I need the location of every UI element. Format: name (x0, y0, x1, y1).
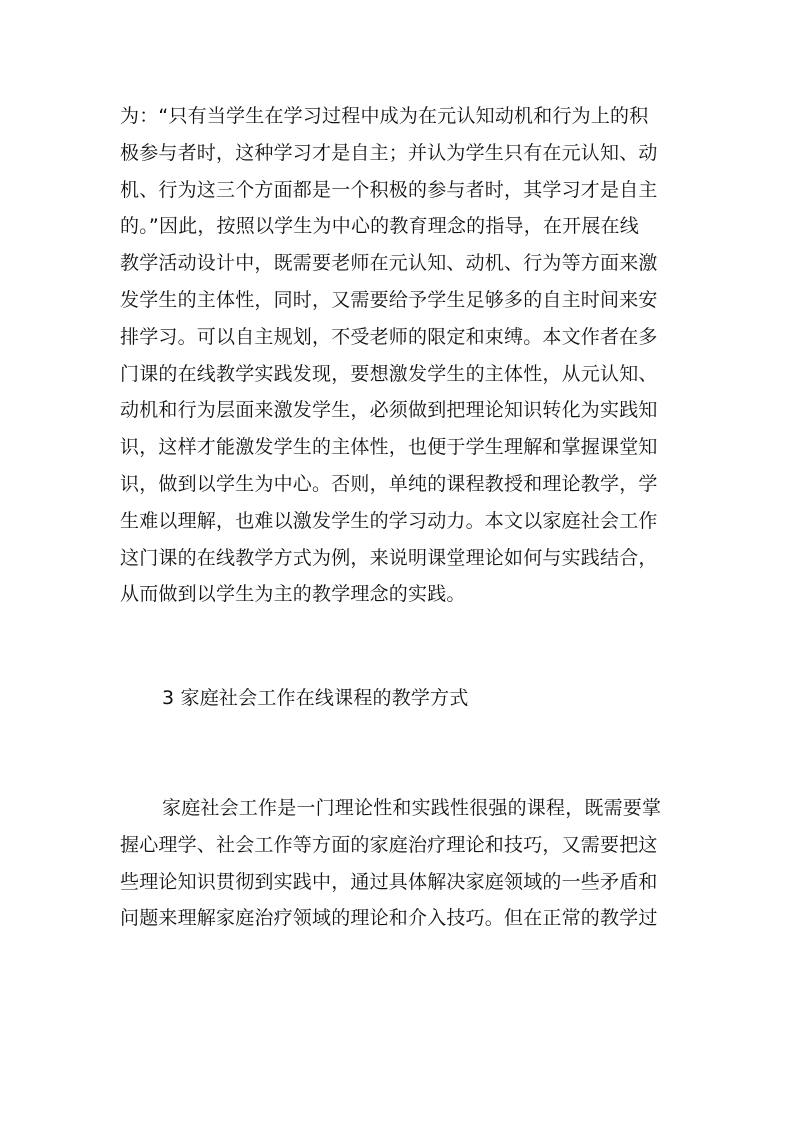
document-body (120, 98, 680, 937)
text-line: 些理论知识贯彻到实践中，通过具体解决家庭领域的一些矛盾和 (120, 870, 658, 893)
text-line: 从而做到以学生为主的教学理念的实践。 (120, 583, 466, 606)
paragraph-1 (120, 98, 680, 613)
text-line: 教学活动设计中，既需要老师在元认知、动机、行为等方面来激 (120, 252, 658, 275)
text-line: 识，做到以学生为中心。否则，单纯的课程教授和理论教学，学 (120, 472, 658, 495)
text-line: 门课的在线教学实践发现，要想激发学生的主体性，从元认知、 (120, 362, 658, 385)
text-line: 极参与者时，这种学习才是自主；并认为学生只有在元认知、动 (120, 141, 658, 164)
paragraph-spacer (120, 613, 680, 680)
text-line: 问题来理解家庭治疗领域的理论和介入技巧。但在正常的教学过 (120, 907, 658, 930)
text-line: 发学生的主体性，同时，又需要给予学生足够多的自主时间来安 (120, 288, 658, 311)
text-line: 排学习。可以自主规划，不受老师的限定和束缚。本文作者在多 (120, 325, 658, 348)
text-line: 握心理学、社会工作等方面的家庭治疗理论和技巧，又需要把这 (120, 833, 658, 856)
paragraph-2 (120, 790, 680, 937)
text-line: 这门课的在线教学方式为例，来说明课堂理论如何与实践结合， (120, 546, 658, 569)
paragraph-spacer (120, 717, 680, 790)
text-line: 为：“只有当学生在学习过程中成为在元认知动机和行为上的积 (120, 105, 649, 127)
text-line: 的。”因此，按照以学生为中心的教育理念的指导，在开展在线 (120, 215, 639, 238)
text-line: 生难以理解，也难以激发学生的学习动力。本文以家庭社会工作 (120, 509, 658, 532)
text-line: 识，这样才能激发学生的主体性，也便于学生理解和掌握课堂知 (120, 436, 658, 459)
text-line: 动机和行为层面来激发学生，必须做到把理论知识转化为实践知 (120, 399, 658, 422)
text-line: 机、行为这三个方面都是一个积极的参与者时，其学习才是自主 (120, 178, 658, 201)
section-heading: 3 家庭社会工作在线课程的教学方式 (162, 687, 469, 710)
text-line: 家庭社会工作是一门理论性和实践性很强的课程，既需要掌 (162, 796, 662, 819)
